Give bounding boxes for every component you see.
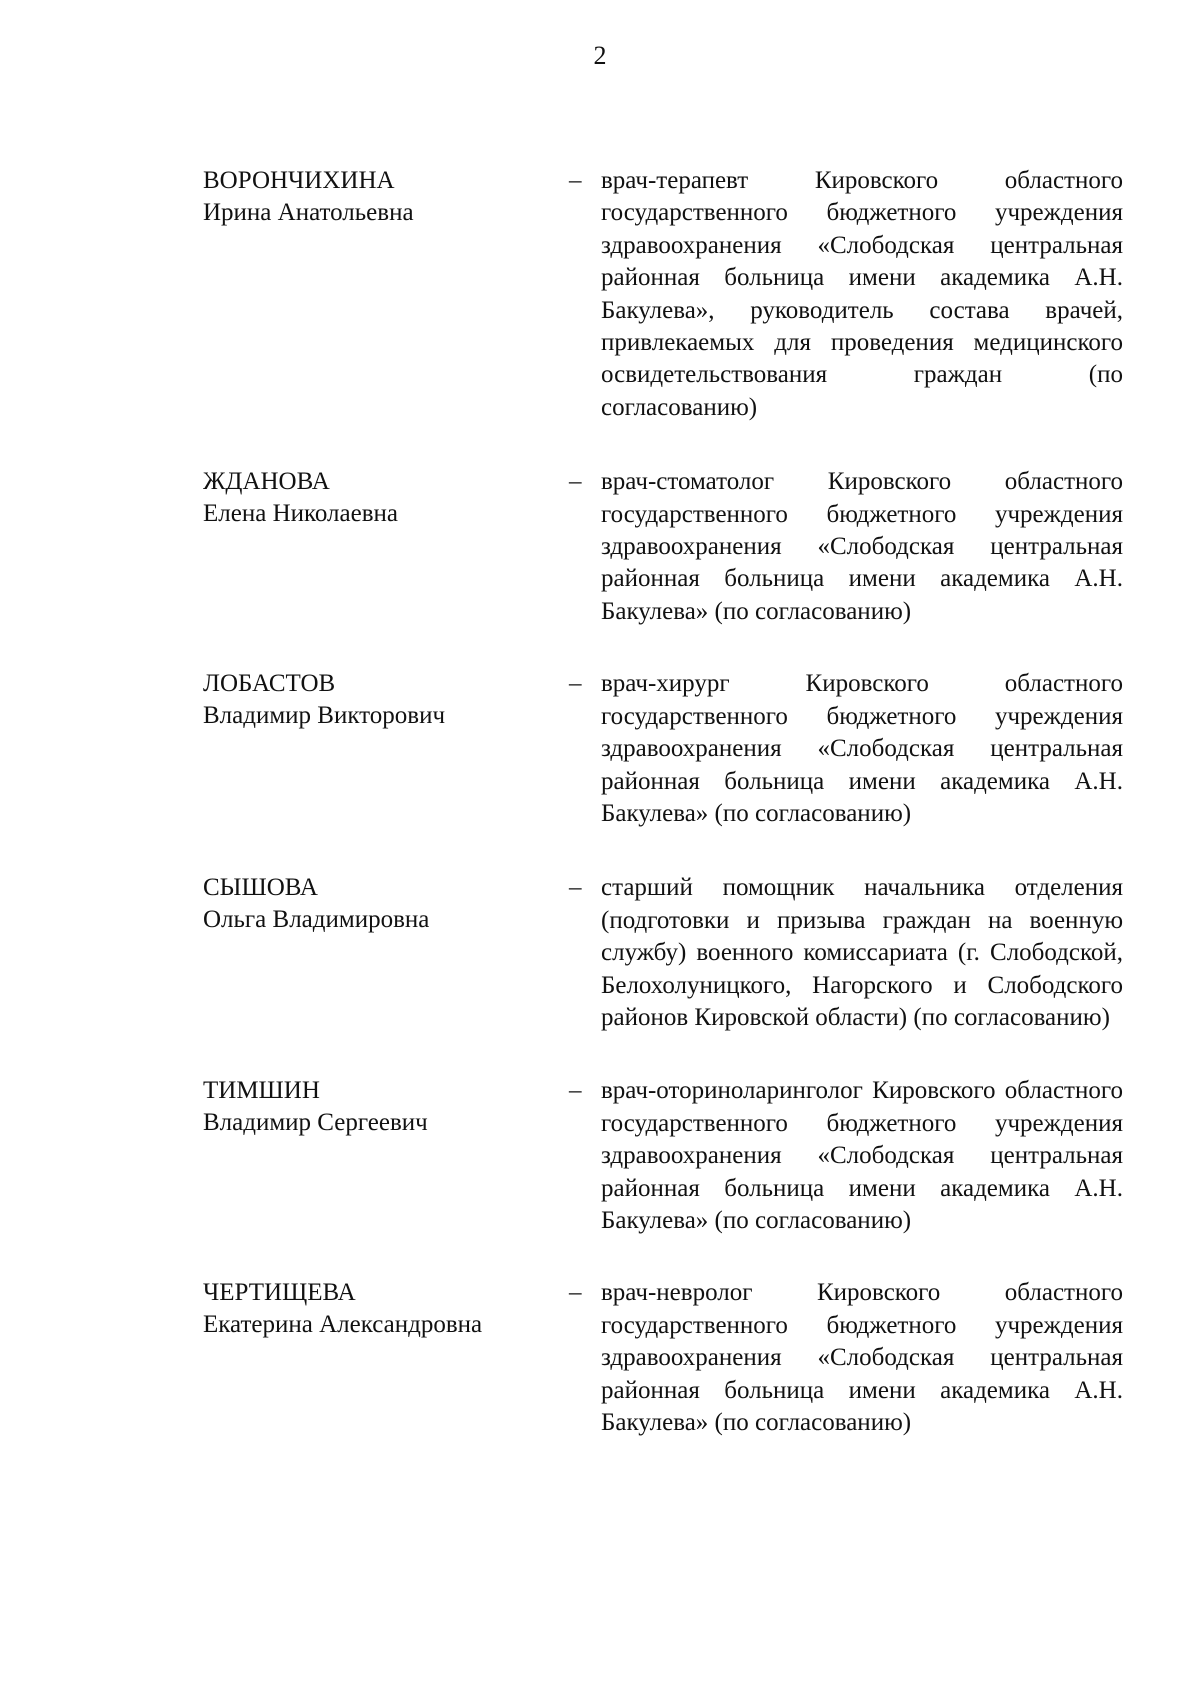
member-name [203,872,569,936]
member-position: врач-терапевт Кировского областного государственного бюджетного учреждения здравоохранения «Слободская центральная районная больница имени академика А.Н. Бакулева», руководитель состава врачей, привлекаемых для проведения медицинского освидетельствования граждан (по согласованию) [601,167,1123,421]
member-surname: ВОРОНЧИХИНА [203,167,395,194]
member-name [203,1075,569,1139]
member-name [203,668,569,732]
member-position: врач-оториноларинголог Кировского областного государственного бюджетного учреждения здравоохранения «Слободская центральная районная больница имени академика А.Н. Бакулева» (по согласованию) [601,1077,1123,1234]
member-given-name: Владимир Сергеевич [203,1109,428,1137]
entry-dash: – [569,670,582,698]
member-entry [203,668,1123,830]
member-surname: ТИМШИН [203,1077,320,1105]
member-given-name: Екатерина Александровна [203,1311,483,1339]
page-number: 2 [593,41,607,70]
member-entry [203,466,1123,628]
entry-dash: – [569,1077,582,1105]
member-entry [203,1075,1123,1237]
member-given-name: Владимир Викторович [203,702,446,730]
entry-dash: – [569,167,582,194]
member-given-name: Елена Николаевна [203,500,398,528]
entry-dash: – [569,874,582,902]
member-entry [203,1277,1123,1439]
member-given-name: Ольга Владимировна [203,906,430,934]
member-surname: ЖДАНОВА [203,468,330,496]
member-list [203,165,1123,1474]
member-entry [203,872,1123,1034]
member-name [203,165,569,229]
member-name [203,1277,569,1341]
member-surname: ЛОБАСТОВ [203,670,336,698]
member-name [203,466,569,530]
member-surname: СЫШОВА [203,874,318,902]
entry-dash: – [569,1279,582,1307]
member-given-name: Ирина Анатольевна [203,199,414,226]
member-surname: ЧЕРТИЩЕВА [203,1279,356,1307]
member-position: врач-невролог Кировского областного государственного бюджетного учреждения здравоохранения «Слободская центральная районная больница имени академика А.Н. Бакулева» (по согласованию) [601,1279,1123,1436]
member-entry [203,165,1123,424]
entry-dash: – [569,468,582,496]
member-position: врач-стоматолог Кировского областного государственного бюджетного учреждения здравоохранения «Слободская центральная районная больница имени академика А.Н. Бакулева» (по согласованию) [601,468,1123,625]
member-position: врач-хирург Кировского областного государственного бюджетного учреждения здравоохранения «Слободская центральная районная больница имени академика А.Н. Бакулева» (по согласованию) [601,670,1123,827]
member-position: старший помощник начальника отделения (подготовки и призыва граждан на военную службу) военного комиссариата (г. Слободской, Белохолуницкого, Нагорского и Слободского районов Кировской области) (по согласованию) [601,874,1123,1031]
